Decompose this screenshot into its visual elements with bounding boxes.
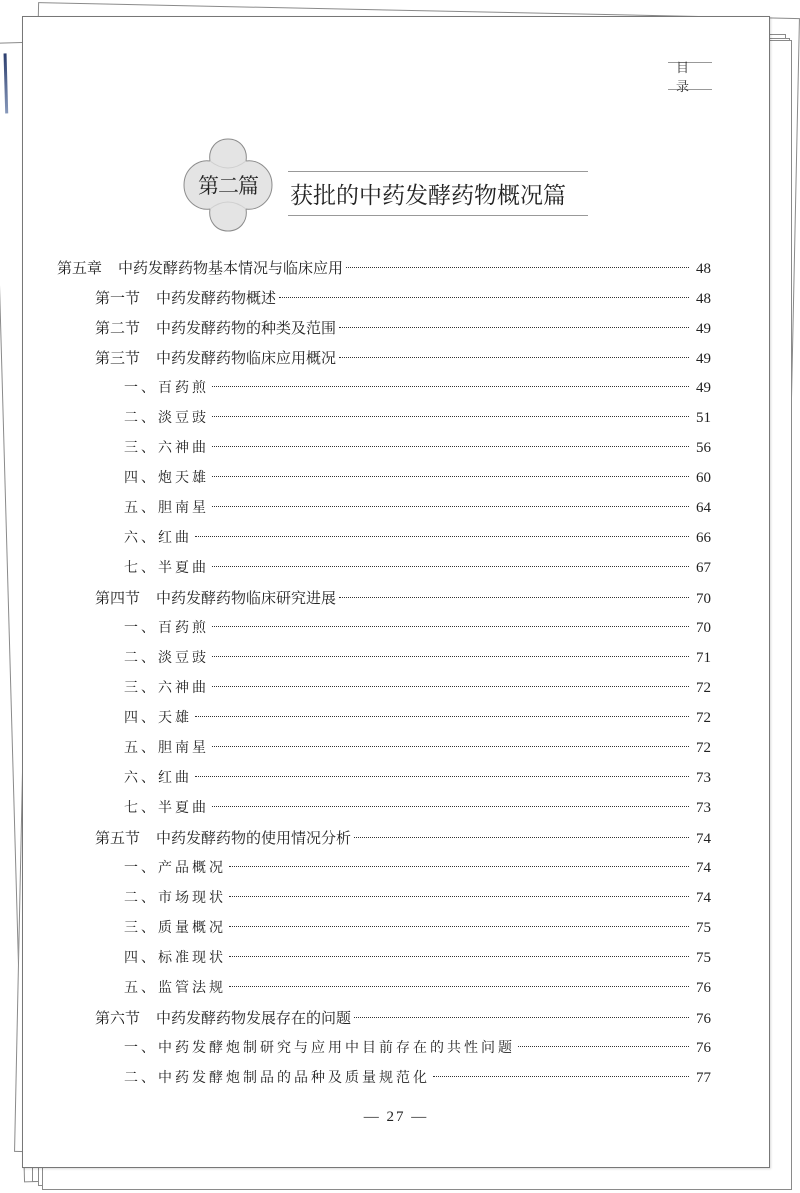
part-label: 第二篇 <box>198 174 258 198</box>
toc-entry-title: 三、六神曲 <box>124 680 209 696</box>
toc-entry-page: 76 <box>696 980 711 996</box>
toc-entry-title: 二、中药发酵炮制品的品种及质量规范化 <box>124 1070 430 1086</box>
dot-leader <box>354 1017 689 1018</box>
toc-entry-title: 五、胆南星 <box>124 740 209 756</box>
toc-page <box>22 16 770 1168</box>
toc-entry-page: 48 <box>696 261 711 277</box>
toc-section-entry[interactable] <box>57 823 711 853</box>
toc-entry-number: 第一节 <box>95 289 141 307</box>
toc-entry-number: 第二节 <box>95 319 141 337</box>
running-head: 目录 <box>668 62 712 90</box>
toc-entry-title: 六、红曲 <box>124 530 192 546</box>
toc-entry-title: 中药发酵药物发展存在的问题 <box>156 1009 352 1027</box>
toc-subsection-entry[interactable] <box>57 1033 711 1063</box>
toc-entry-page: 49 <box>696 351 711 367</box>
toc-subsection-entry[interactable] <box>57 733 711 763</box>
toc-entry-page: 49 <box>696 380 711 396</box>
toc-entry-page: 49 <box>696 321 711 337</box>
part-rule-top <box>288 171 588 172</box>
toc-entry-page: 73 <box>696 800 711 816</box>
toc-entry-title: 中药发酵药物临床研究进展 <box>156 589 337 607</box>
toc-subsection-entry[interactable] <box>57 433 711 463</box>
toc-entry-title: 三、质量概况 <box>124 920 226 936</box>
dot-leader <box>229 956 689 957</box>
dot-leader <box>212 806 689 807</box>
toc-entry-title: 中药发酵药物临床应用概况 <box>156 349 337 367</box>
dot-leader <box>354 837 689 838</box>
part-header <box>178 135 598 235</box>
toc-entry-title: 四、天雄 <box>124 710 192 726</box>
dot-leader <box>212 506 689 507</box>
toc-entry-title: 四、炮天雄 <box>124 470 209 486</box>
toc-entry-title: 一、百药煎 <box>124 620 209 636</box>
toc-entry-title: 中药发酵药物概述 <box>156 289 277 307</box>
dot-leader <box>229 896 689 897</box>
toc-entry-title: 二、市场现状 <box>124 890 226 906</box>
toc-section-entry[interactable] <box>57 313 711 343</box>
dot-leader <box>279 297 689 298</box>
toc-entry-title: 五、胆南星 <box>124 500 209 516</box>
dot-leader <box>346 267 689 268</box>
toc-entry-title: 一、百药煎 <box>124 380 209 396</box>
toc-subsection-entry[interactable] <box>57 853 711 883</box>
dot-leader <box>212 566 689 567</box>
dot-leader <box>339 327 689 328</box>
toc-subsection-entry[interactable] <box>57 763 711 793</box>
toc-entry-page: 75 <box>696 950 711 966</box>
toc-entry-title: 七、半夏曲 <box>124 560 209 576</box>
toc-entry-page: 56 <box>696 440 711 456</box>
toc-entry-page: 72 <box>696 710 711 726</box>
dot-leader <box>212 416 689 417</box>
toc-entry-page: 48 <box>696 291 711 307</box>
dot-leader <box>229 986 689 987</box>
toc-entry-title: 一、产品概况 <box>124 860 226 876</box>
dot-leader <box>229 926 689 927</box>
toc-section-entry[interactable] <box>57 283 711 313</box>
toc-entry-page: 75 <box>696 920 711 936</box>
toc-entry-page: 60 <box>696 470 711 486</box>
toc-entry-title: 中药发酵药物基本情况与临床应用 <box>118 259 344 277</box>
dot-leader <box>212 686 689 687</box>
table-of-contents <box>57 253 711 1093</box>
toc-subsection-entry[interactable] <box>57 373 711 403</box>
toc-entry-title: 四、标准现状 <box>124 950 226 966</box>
toc-entry-page: 66 <box>696 530 711 546</box>
toc-subsection-entry[interactable] <box>57 673 711 703</box>
dot-leader <box>212 626 689 627</box>
toc-subsection-entry[interactable] <box>57 883 711 913</box>
dot-leader <box>212 656 689 657</box>
toc-entry-page: 67 <box>696 560 711 576</box>
toc-entry-title: 中药发酵药物的使用情况分析 <box>156 829 352 847</box>
dot-leader <box>195 536 689 537</box>
toc-subsection-entry[interactable] <box>57 463 711 493</box>
toc-entry-title: 一、中药发酵炮制研究与应用中目前存在的共性问题 <box>124 1040 515 1056</box>
toc-entry-title: 七、半夏曲 <box>124 800 209 816</box>
toc-entry-number: 第三节 <box>95 349 141 367</box>
dot-leader <box>195 716 689 717</box>
toc-entry-page: 74 <box>696 860 711 876</box>
toc-entry-page: 70 <box>696 620 711 636</box>
dot-leader <box>212 446 689 447</box>
toc-entry-page: 74 <box>696 831 711 847</box>
toc-section-entry[interactable] <box>57 583 711 613</box>
dot-leader <box>195 776 689 777</box>
toc-entry-title: 二、淡豆豉 <box>124 650 209 666</box>
toc-subsection-entry[interactable] <box>57 973 711 1003</box>
toc-entry-number: 第六节 <box>95 1009 141 1027</box>
toc-subsection-entry[interactable] <box>57 523 711 553</box>
toc-entry-page: 64 <box>696 500 711 516</box>
toc-subsection-entry[interactable] <box>57 943 711 973</box>
dot-leader <box>212 746 689 747</box>
toc-entry-page: 76 <box>696 1011 711 1027</box>
dot-leader <box>518 1046 689 1047</box>
toc-entry-page: 51 <box>696 410 711 426</box>
toc-subsection-entry[interactable] <box>57 493 711 523</box>
toc-entry-page: 72 <box>696 680 711 696</box>
toc-subsection-entry[interactable] <box>57 643 711 673</box>
part-title: 获批的中药发酵药物概况篇 <box>290 183 566 209</box>
dot-leader <box>212 386 689 387</box>
toc-subsection-entry[interactable] <box>57 793 711 823</box>
toc-section-entry[interactable] <box>57 343 711 373</box>
toc-entry-page: 71 <box>696 650 711 666</box>
part-rule-bottom <box>288 215 588 216</box>
toc-entry-number: 第五章 <box>57 259 103 277</box>
toc-subsection-entry[interactable] <box>57 553 711 583</box>
toc-subsection-entry[interactable] <box>57 403 711 433</box>
toc-subsection-entry[interactable] <box>57 703 711 733</box>
toc-subsection-entry[interactable] <box>57 913 711 943</box>
toc-subsection-entry[interactable] <box>57 1063 711 1093</box>
toc-entry-title: 六、红曲 <box>124 770 192 786</box>
toc-entry-number: 第五节 <box>95 829 141 847</box>
dot-leader <box>212 476 689 477</box>
toc-entry-page: 77 <box>696 1070 711 1086</box>
page-number: — 27 — <box>363 1109 429 1125</box>
dot-leader <box>339 357 689 358</box>
dot-leader <box>229 866 689 867</box>
toc-entry-number: 第四节 <box>95 589 141 607</box>
toc-subsection-entry[interactable] <box>57 613 711 643</box>
toc-entry-title: 三、六神曲 <box>124 440 209 456</box>
toc-entry-page: 72 <box>696 740 711 756</box>
toc-section-entry[interactable] <box>57 1003 711 1033</box>
toc-entry-page: 70 <box>696 591 711 607</box>
toc-entry-page: 73 <box>696 770 711 786</box>
toc-chapter-entry[interactable] <box>57 253 711 283</box>
toc-entry-title: 中药发酵药物的种类及范围 <box>156 319 337 337</box>
toc-entry-page: 74 <box>696 890 711 906</box>
toc-entry-title: 二、淡豆豉 <box>124 410 209 426</box>
dot-leader <box>339 597 689 598</box>
toc-entry-title: 五、监管法规 <box>124 980 226 996</box>
dot-leader <box>433 1076 689 1077</box>
toc-entry-page: 76 <box>696 1040 711 1056</box>
